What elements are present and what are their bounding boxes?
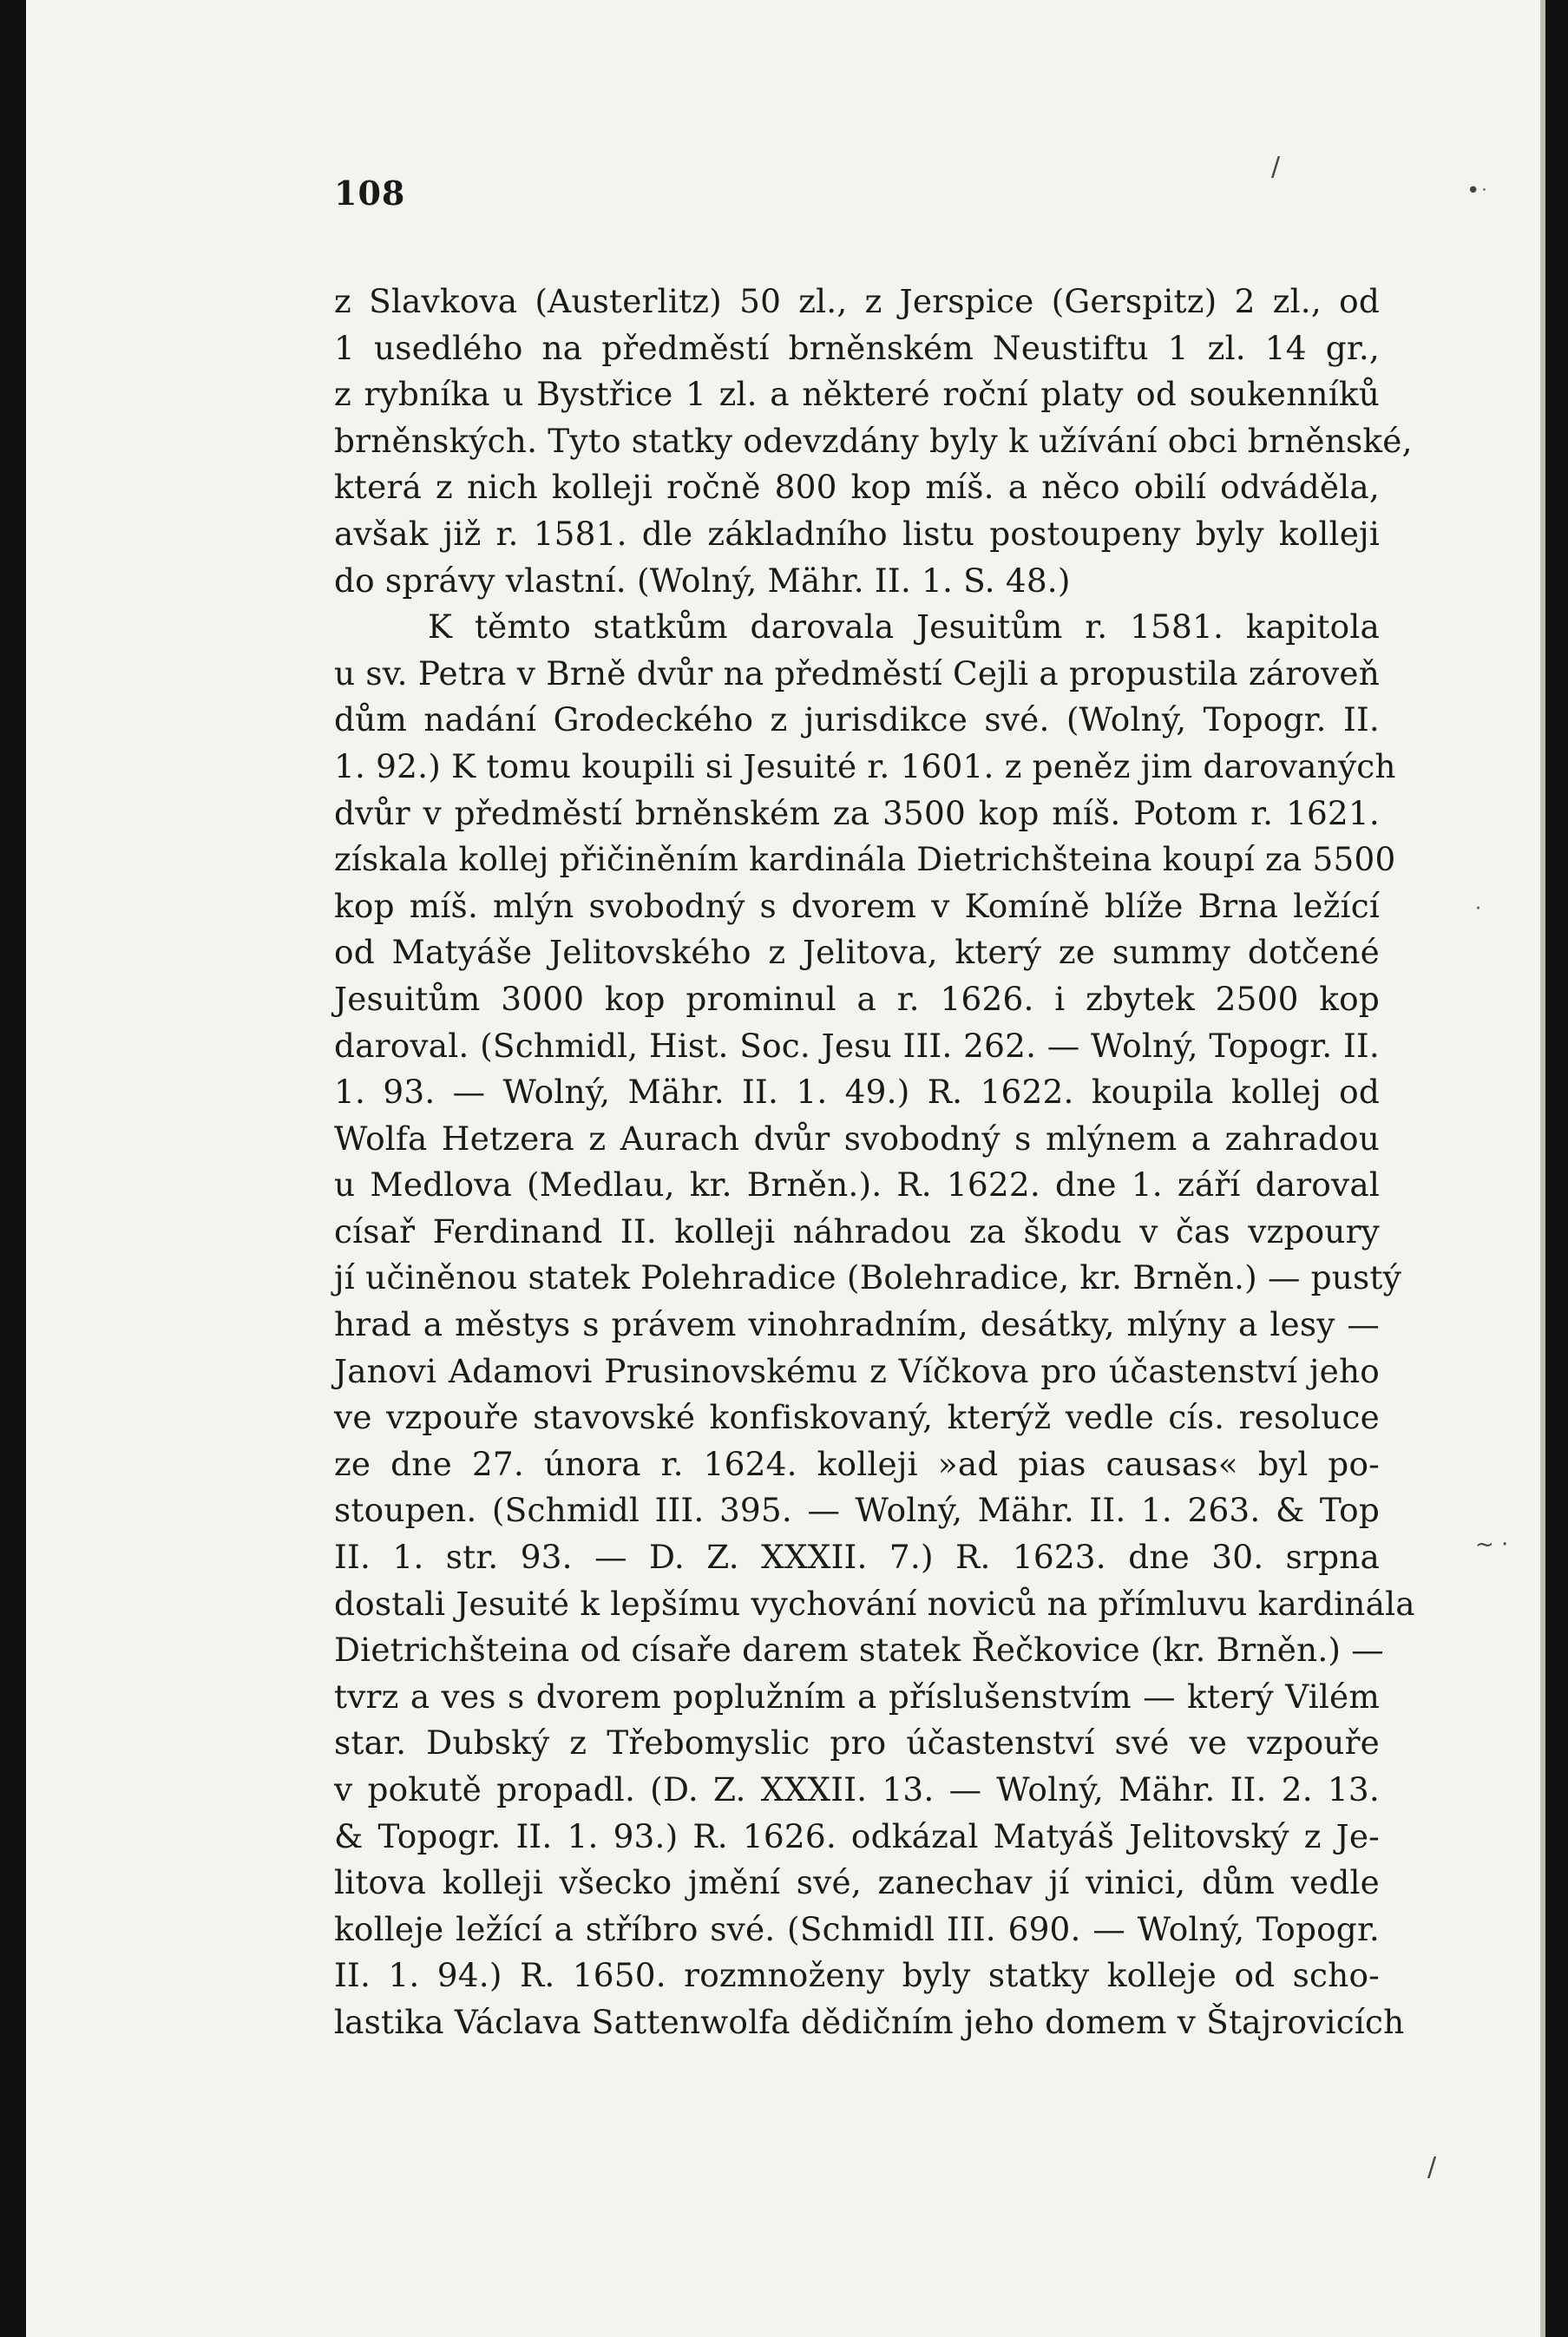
text-line: II. 1. str. 93. — D. Z. XXXII. 7.) R. 1623. dne 30. srpna [334,1538,1380,1577]
page-number: 108 [334,174,406,213]
text-line: která z nich kolleji ročně 800 kop míš. a něco obilí odváděla, [334,468,1380,507]
text-line: kop míš. mlýn svobodný s dvorem v Komíně blíže Brna ležící [334,886,1380,925]
scan-border-left [0,0,26,2337]
text-line: u sv. Petra v Brně dvůr na předměstí Cejli a propustila zároveň [334,653,1380,693]
text-line: od Matyáše Jelitovského z Jelitova, který ze summy dotčené [334,933,1380,972]
text-line: dostali Jesuité k lepšímu vychování noviců na přímluvu kardinála [334,1584,1415,1623]
text-line: ve vzpouře stavovské konfiskovaný, kterýž vedle cís. resoluce [334,1398,1380,1437]
text-line: lastika Václava Sattenwolfa dědičním jeho domem v Štajrovicích [334,2002,1405,2041]
text-line: 1 usedlého na předměstí brněnském Neustiftu 1 zl. 14 gr., [334,328,1380,367]
text-line: stoupen. (Schmidl III. 395. — Wolný, Mähr. II. 1. 263. & Top [334,1491,1380,1530]
text-line: 1. 92.) K tomu koupili si Jesuité r. 1601. z peněz jim darovaných [334,746,1396,785]
text-line: dvůr v předměstí brněnském za 3500 kop míš. Potom r. 1621. [334,793,1380,832]
text-line: do správy vlastní. (Wolný, Mähr. II. 1. S. 48.) [334,561,1071,600]
text-line: v pokutě propadl. (D. Z. XXXII. 13. — Wolný, Mähr. II. 2. 13. [334,1770,1380,1809]
book-page [334,174,1415,2046]
text-line: dům nadání Grodeckého z jurisdikce své. (Wolný, Topogr. II. [334,700,1380,739]
text-line: hrad a městys s právem vinohradním, desátky, mlýny a lesy — [334,1305,1380,1344]
text-line: litova kolleji všecko jmění své, zanechav jí vinici, dům vedle [334,1863,1380,1902]
text-line: Janovi Adamovi Prusinovskému z Víčkova pro účastenství jeho [334,1351,1380,1390]
text-line: císař Ferdinand II. kolleji náhradou za škodu v čas vzpoury [334,1211,1380,1251]
text-line: avšak již r. 1581. dle základního listu postoupeny byly kolleji [334,514,1380,553]
text-line: z rybníka u Bystřice 1 zl. a některé roční platy od soukenníků [334,375,1380,414]
text-line: z Slavkova (Austerlitz) 50 zl., z Jerspice (Gerspitz) 2 zl., od [334,282,1380,320]
text-line: Jesuitům 3000 kop prominul a r. 1626. i zbytek 2500 kop [334,979,1380,1018]
text-line: star. Dubský z Třebomyslic pro účastenství své ve vzpouře [334,1723,1380,1763]
text-line: kolleje ležící a stříbro své. (Schmidl III. 690. — Wolný, Topogr. [334,1909,1380,1948]
text-line: tvrz a ves s dvorem poplužním a příslušenstvím — který Vilém [334,1677,1380,1716]
text-line: ze dne 27. února r. 1624. kolleji »ad pias causas« byl po- [334,1444,1380,1483]
text-line: Wolfa Hetzera z Aurach dvůr svobodný s mlýnem a zahradou [334,1119,1380,1158]
text-line: získala kollej přičiněním kardinála Dietrichšteina koupí za 5500 [334,840,1396,879]
text-line: brněnských. Tyto statky odevzdány byly k užívání obci brněnské, [334,421,1413,460]
text-line: jí učiněnou statek Polehradice (Bolehradice, kr. Brněn.) — pustý [334,1258,1401,1297]
body-text [334,279,1415,2046]
text-line: II. 1. 94.) R. 1650. rozmnoženy byly statky kolleje od scho- [334,1956,1380,1995]
text-line: Dietrichšteina od císaře darem statek Řečkovice (kr. Brněn.) — [334,1631,1384,1670]
scan-border-right [1545,0,1568,2337]
text-line: 1. 93. — Wolný, Mähr. II. 1. 49.) R. 1622. koupila kollej od [334,1073,1380,1112]
text-line: K těmto statkům darovala Jesuitům r. 1581. kapitola [428,607,1380,647]
text-line: & Topogr. II. 1. 93.) R. 1626. odkázal Matyáš Jelitovský z Je- [334,1816,1380,1855]
text-line: u Medlova (Medlau, kr. Brněn.). R. 1622. dne 1. září daroval [334,1165,1380,1205]
text-line: daroval. (Schmidl, Hist. Soc. Jesu III. 262. — Wolný, Topogr. II. [334,1026,1380,1065]
